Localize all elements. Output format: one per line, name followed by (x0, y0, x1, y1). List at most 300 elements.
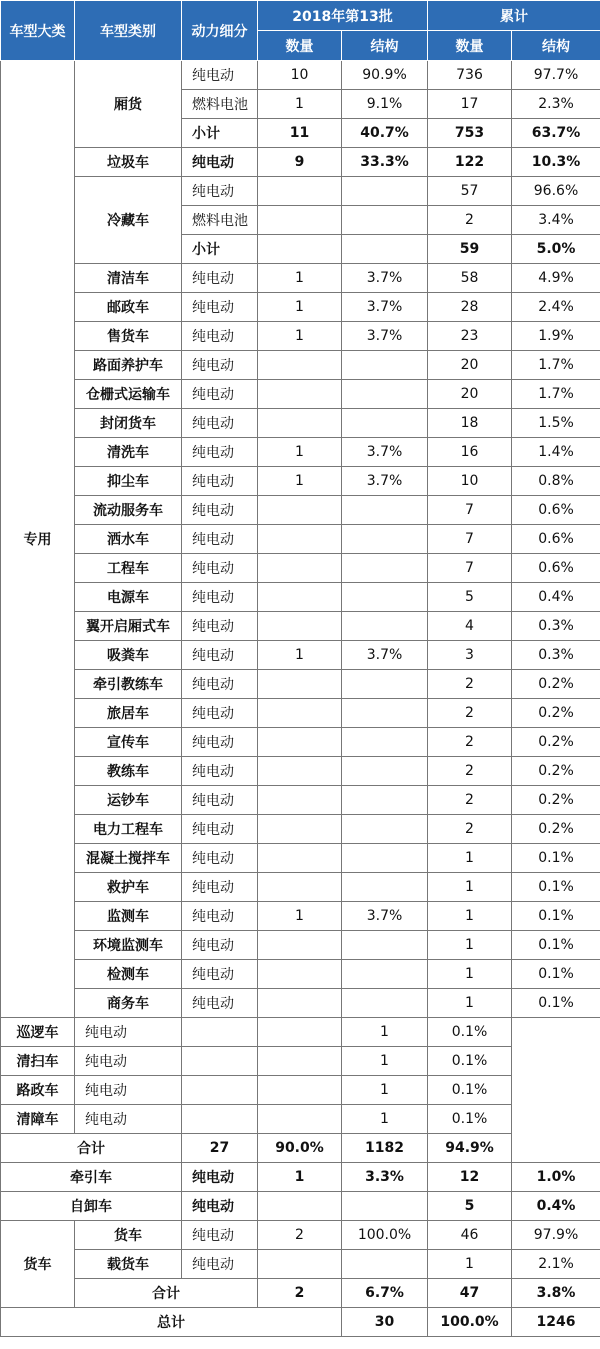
batch-qty-cell (258, 554, 342, 583)
power-type-cell: 纯电动 (182, 757, 258, 786)
batch-qty-cell (258, 786, 342, 815)
cum-structure-cell: 0.4% (512, 583, 600, 612)
vehicle-type-cell: 洒水车 (75, 525, 182, 554)
table-row (1, 1018, 600, 1047)
vehicle-type-cell: 电源车 (75, 583, 182, 612)
table-row (1, 1076, 600, 1105)
vehicle-type-cell: 环境监测车 (75, 931, 182, 960)
vehicle-type-cell: 冷藏车 (75, 177, 182, 264)
table-row (1, 1163, 600, 1192)
power-type-cell: 纯电动 (182, 728, 258, 757)
batch-structure-cell (342, 409, 428, 438)
power-type-cell: 纯电动 (182, 380, 258, 409)
cum-structure-cell: 0.1% (512, 931, 600, 960)
batch-qty-cell (258, 235, 342, 264)
category-cell: 总计 (1, 1308, 342, 1337)
vehicle-type-cell: 检测车 (75, 960, 182, 989)
power-type-cell: 纯电动 (182, 1221, 258, 1250)
power-type-cell: 纯电动 (75, 1076, 182, 1105)
batch-structure-cell: 3.7% (342, 467, 428, 496)
cum-structure-cell: 0.6% (512, 525, 600, 554)
batch-qty-cell: 27 (182, 1134, 258, 1163)
power-type-cell: 纯电动 (182, 409, 258, 438)
batch-qty-cell: 9 (258, 148, 342, 177)
batch-qty-cell (258, 815, 342, 844)
cum-qty-cell: 2 (428, 728, 512, 757)
header-batch: 2018年第13批 (258, 1, 428, 31)
batch-structure-cell (258, 1018, 342, 1047)
cum-qty-cell: 1 (428, 960, 512, 989)
batch-qty-cell: 1 (258, 264, 342, 293)
cum-qty-cell: 2 (428, 815, 512, 844)
power-type-cell: 小计 (182, 119, 258, 148)
cum-structure-cell: 0.1% (512, 989, 600, 1018)
cum-structure-cell: 0.6% (512, 554, 600, 583)
power-type-cell: 纯电动 (182, 61, 258, 90)
table-row (1, 989, 600, 1018)
batch-qty-cell (258, 670, 342, 699)
vehicle-type-cell: 流动服务车 (75, 496, 182, 525)
batch-structure-cell: 3.7% (342, 293, 428, 322)
category-cell: 自卸车 (1, 1192, 182, 1221)
table-row (1, 148, 600, 177)
cum-structure-cell: 1.5% (512, 409, 600, 438)
batch-structure-cell (342, 1250, 428, 1279)
cum-qty-cell: 1 (342, 1076, 428, 1105)
batch-structure-cell: 3.7% (342, 641, 428, 670)
vehicle-type-cell: 清洁车 (75, 264, 182, 293)
table-row (1, 409, 600, 438)
vehicle-type-cell: 载货车 (75, 1250, 182, 1279)
cum-structure-cell: 0.8% (512, 467, 600, 496)
cum-qty-cell: 1 (428, 873, 512, 902)
batch-structure-cell: 100.0% (428, 1308, 512, 1337)
cum-structure-cell: 0.1% (512, 902, 600, 931)
table-row (1, 1221, 600, 1250)
cum-qty-cell: 46 (428, 1221, 512, 1250)
vehicle-type-cell: 牵引教练车 (75, 670, 182, 699)
power-type-cell: 纯电动 (182, 351, 258, 380)
cum-qty-cell: 1 (428, 844, 512, 873)
subtotal-label-cell: 合计 (75, 1279, 258, 1308)
cum-qty-cell: 1 (342, 1047, 428, 1076)
batch-structure-cell (342, 757, 428, 786)
batch-qty-cell: 1 (258, 467, 342, 496)
cum-qty-cell: 1 (428, 902, 512, 931)
category-cell: 牵引车 (1, 1163, 182, 1192)
power-type-cell: 纯电动 (75, 1105, 182, 1134)
power-type-cell: 纯电动 (182, 583, 258, 612)
vehicle-type-cell: 路政车 (1, 1076, 75, 1105)
table-row (1, 873, 600, 902)
batch-qty-cell: 30 (342, 1308, 428, 1337)
batch-structure-cell: 3.7% (342, 322, 428, 351)
batch-qty-cell (258, 177, 342, 206)
batch-qty-cell: 10 (258, 61, 342, 90)
category-cell: 货车 (1, 1221, 75, 1308)
vehicle-type-cell: 售货车 (75, 322, 182, 351)
cum-qty-cell: 736 (428, 61, 512, 90)
power-type-cell: 纯电动 (182, 844, 258, 873)
cum-qty-cell: 1 (428, 931, 512, 960)
batch-structure-cell (342, 815, 428, 844)
table-row (1, 467, 600, 496)
cum-structure-cell: 0.1% (428, 1105, 512, 1134)
table-row (1, 844, 600, 873)
batch-qty-cell (258, 409, 342, 438)
batch-qty-cell (258, 583, 342, 612)
table-row (1, 1279, 600, 1308)
cum-qty-cell: 2 (428, 757, 512, 786)
power-type-cell: 纯电动 (182, 815, 258, 844)
power-type-cell: 纯电动 (182, 148, 258, 177)
batch-structure-cell (342, 699, 428, 728)
power-type-cell: 纯电动 (182, 264, 258, 293)
cum-structure-cell: 96.6% (512, 177, 600, 206)
cum-structure-cell: 5.0% (512, 235, 600, 264)
table-row (1, 1250, 600, 1279)
table-row (1, 525, 600, 554)
batch-structure-cell: 3.7% (342, 264, 428, 293)
vehicle-type-cell: 监测车 (75, 902, 182, 931)
vehicle-type-cell: 翼开启厢式车 (75, 612, 182, 641)
power-type-cell: 纯电动 (182, 1163, 258, 1192)
batch-qty-cell: 1 (258, 322, 342, 351)
power-type-cell: 纯电动 (182, 293, 258, 322)
cum-qty-cell: 1 (342, 1105, 428, 1134)
cum-structure-cell: 1.4% (512, 438, 600, 467)
batch-qty-cell: 1 (258, 902, 342, 931)
cum-structure-cell: 2.4% (512, 293, 600, 322)
vehicle-type-cell: 仓栅式运输车 (75, 380, 182, 409)
batch-structure-cell (342, 670, 428, 699)
header-batch-structure: 结构 (342, 31, 428, 61)
cum-qty-cell: 20 (428, 351, 512, 380)
batch-structure-cell: 3.3% (342, 1163, 428, 1192)
cum-structure-cell: 0.4% (512, 1192, 600, 1221)
cum-qty-cell: 57 (428, 177, 512, 206)
table-row (1, 554, 600, 583)
cum-qty-cell: 1 (342, 1018, 428, 1047)
batch-structure-cell (342, 960, 428, 989)
cum-structure-cell: 97.9% (512, 1221, 600, 1250)
cum-structure-cell: 0.3% (512, 612, 600, 641)
cum-structure-cell: 0.1% (512, 960, 600, 989)
cum-qty-cell: 5 (428, 1192, 512, 1221)
vehicle-type-cell: 吸粪车 (75, 641, 182, 670)
table-row (1, 380, 600, 409)
cum-qty-cell: 18 (428, 409, 512, 438)
table-row (1, 1308, 600, 1337)
vehicle-type-cell: 运钞车 (75, 786, 182, 815)
cum-structure-cell: 10.3% (512, 148, 600, 177)
table-row (1, 960, 600, 989)
cum-qty-cell: 2 (428, 670, 512, 699)
batch-qty-cell (258, 1250, 342, 1279)
table-row (1, 815, 600, 844)
power-type-cell: 纯电动 (182, 438, 258, 467)
header-cumulative: 累计 (428, 1, 600, 31)
cum-structure-cell: 0.2% (512, 815, 600, 844)
batch-structure-cell: 33.3% (342, 148, 428, 177)
cum-qty-cell: 7 (428, 496, 512, 525)
batch-structure-cell: 40.7% (342, 119, 428, 148)
power-type-cell: 小计 (182, 235, 258, 264)
batch-qty-cell: 1 (258, 438, 342, 467)
batch-structure-cell (342, 931, 428, 960)
batch-qty-cell (258, 351, 342, 380)
batch-qty-cell: 1 (258, 90, 342, 119)
vehicle-type-cell: 清障车 (1, 1105, 75, 1134)
cum-structure-cell: 3.8% (512, 1279, 600, 1308)
cum-qty-cell: 2 (428, 699, 512, 728)
cum-structure-cell: 0.2% (512, 699, 600, 728)
batch-qty-cell (182, 1076, 258, 1105)
batch-structure-cell: 90.9% (342, 61, 428, 90)
batch-qty-cell (182, 1105, 258, 1134)
power-type-cell: 纯电动 (182, 902, 258, 931)
power-type-cell: 纯电动 (182, 467, 258, 496)
power-type-cell: 纯电动 (182, 960, 258, 989)
batch-qty-cell (258, 1192, 342, 1221)
batch-structure-cell (342, 1192, 428, 1221)
cum-structure-cell: 2.1% (512, 1250, 600, 1279)
cum-structure-cell: 97.7% (512, 61, 600, 90)
cum-qty-cell: 1 (428, 1250, 512, 1279)
cum-qty-cell: 59 (428, 235, 512, 264)
batch-structure-cell (342, 235, 428, 264)
table-body (1, 61, 600, 1337)
batch-qty-cell (258, 844, 342, 873)
cum-structure-cell: 0.1% (428, 1076, 512, 1105)
power-type-cell: 纯电动 (182, 177, 258, 206)
vehicle-type-cell: 宣传车 (75, 728, 182, 757)
cum-structure-cell: 2.3% (512, 90, 600, 119)
batch-qty-cell: 1 (258, 641, 342, 670)
cum-structure-cell: 0.1% (512, 844, 600, 873)
power-type-cell: 纯电动 (182, 554, 258, 583)
batch-structure-cell (258, 1047, 342, 1076)
batch-qty-cell: 2 (258, 1221, 342, 1250)
cum-qty-cell: 10 (428, 467, 512, 496)
power-type-cell: 燃料电池 (182, 90, 258, 119)
batch-structure-cell: 100.0% (342, 1221, 428, 1250)
cum-qty-cell: 28 (428, 293, 512, 322)
table-row (1, 612, 600, 641)
power-type-cell: 纯电动 (182, 496, 258, 525)
cum-structure-cell: 3.4% (512, 206, 600, 235)
table-row (1, 1134, 600, 1163)
batch-structure-cell (258, 1076, 342, 1105)
batch-structure-cell (342, 844, 428, 873)
cum-structure-cell: 0.2% (512, 786, 600, 815)
power-type-cell: 纯电动 (182, 322, 258, 351)
table-row (1, 1105, 600, 1134)
power-type-cell: 纯电动 (75, 1018, 182, 1047)
batch-qty-cell (258, 699, 342, 728)
batch-structure-cell (342, 873, 428, 902)
cum-structure-cell: 0.2% (512, 728, 600, 757)
vehicle-type-cell: 清扫车 (1, 1047, 75, 1076)
power-type-cell: 纯电动 (182, 931, 258, 960)
table-row (1, 699, 600, 728)
cum-structure-cell: 0.2% (512, 670, 600, 699)
cum-qty-cell: 23 (428, 322, 512, 351)
cum-qty-cell: 7 (428, 525, 512, 554)
batch-qty-cell (258, 960, 342, 989)
subtotal-label-cell: 合计 (1, 1134, 182, 1163)
vehicle-type-cell: 商务车 (75, 989, 182, 1018)
cum-structure-cell: 4.9% (512, 264, 600, 293)
batch-qty-cell: 1 (258, 293, 342, 322)
batch-qty-cell (258, 873, 342, 902)
category-cell: 专用 (1, 61, 75, 1018)
batch-structure-cell: 90.0% (258, 1134, 342, 1163)
vehicle-type-cell: 教练车 (75, 757, 182, 786)
power-type-cell: 纯电动 (182, 786, 258, 815)
cum-qty-cell: 122 (428, 148, 512, 177)
table-row (1, 177, 600, 206)
cum-qty-cell: 16 (428, 438, 512, 467)
batch-structure-cell (342, 380, 428, 409)
cum-qty-cell: 20 (428, 380, 512, 409)
power-type-cell: 纯电动 (182, 641, 258, 670)
power-type-cell: 纯电动 (182, 1250, 258, 1279)
batch-qty-cell (258, 612, 342, 641)
header-batch-qty: 数量 (258, 31, 342, 61)
vehicle-type-cell: 旅居车 (75, 699, 182, 728)
batch-qty-cell: 1 (258, 1163, 342, 1192)
batch-structure-cell: 3.7% (342, 438, 428, 467)
cum-qty-cell: 2 (428, 206, 512, 235)
table-row (1, 264, 600, 293)
cum-structure-cell: 0.1% (428, 1018, 512, 1047)
cum-structure-cell: 1.9% (512, 322, 600, 351)
vehicle-type-cell: 工程车 (75, 554, 182, 583)
batch-qty-cell (182, 1047, 258, 1076)
table-row (1, 728, 600, 757)
batch-structure-cell (342, 525, 428, 554)
batch-structure-cell (342, 989, 428, 1018)
vehicle-type-cell: 封闭货车 (75, 409, 182, 438)
header-category: 车型大类 (1, 1, 75, 61)
power-type-cell: 纯电动 (182, 612, 258, 641)
table-row (1, 757, 600, 786)
table-row (1, 351, 600, 380)
cum-structure-cell: 1.7% (512, 380, 600, 409)
table-header (1, 1, 600, 61)
batch-qty-cell: 2 (258, 1279, 342, 1308)
power-type-cell: 纯电动 (182, 989, 258, 1018)
table-row (1, 61, 600, 90)
batch-qty-cell: 11 (258, 119, 342, 148)
cum-qty-cell: 17 (428, 90, 512, 119)
cum-qty-cell: 4 (428, 612, 512, 641)
vehicle-type-cell: 路面养护车 (75, 351, 182, 380)
header-vehicle-type: 车型类别 (75, 1, 182, 61)
cum-structure-cell: 0.6% (512, 496, 600, 525)
header-cum-qty: 数量 (428, 31, 512, 61)
header-cum-structure: 结构 (512, 31, 600, 61)
cum-qty-cell: 1246 (512, 1308, 600, 1337)
cum-structure-cell: 0.1% (428, 1047, 512, 1076)
cum-qty-cell: 1182 (342, 1134, 428, 1163)
batch-structure-cell (342, 177, 428, 206)
batch-qty-cell (258, 206, 342, 235)
power-type-cell: 纯电动 (182, 525, 258, 554)
cum-structure-cell: 1.7% (512, 351, 600, 380)
batch-structure-cell (342, 786, 428, 815)
cum-qty-cell: 5 (428, 583, 512, 612)
vehicle-type-cell: 垃圾车 (75, 148, 182, 177)
batch-qty-cell (258, 496, 342, 525)
batch-structure-cell (342, 728, 428, 757)
batch-qty-cell (258, 728, 342, 757)
vehicle-type-cell: 混凝土搅拌车 (75, 844, 182, 873)
cum-structure-cell: 0.2% (512, 757, 600, 786)
power-type-cell: 燃料电池 (182, 206, 258, 235)
header-power-type: 动力细分 (182, 1, 258, 61)
power-type-cell: 纯电动 (182, 873, 258, 902)
batch-qty-cell (258, 989, 342, 1018)
vehicle-type-cell: 清洗车 (75, 438, 182, 467)
table-row (1, 670, 600, 699)
table-row (1, 496, 600, 525)
table-row (1, 641, 600, 670)
table-row (1, 931, 600, 960)
vehicle-type-cell: 巡逻车 (1, 1018, 75, 1047)
batch-structure-cell (258, 1105, 342, 1134)
batch-structure-cell (342, 583, 428, 612)
batch-qty-cell (182, 1018, 258, 1047)
cum-qty-cell: 753 (428, 119, 512, 148)
batch-qty-cell (258, 380, 342, 409)
table-row (1, 293, 600, 322)
batch-structure-cell: 3.7% (342, 902, 428, 931)
batch-structure-cell: 6.7% (342, 1279, 428, 1308)
table-row (1, 902, 600, 931)
table-row (1, 322, 600, 351)
table-row (1, 1047, 600, 1076)
cum-structure-cell: 0.3% (512, 641, 600, 670)
batch-structure-cell (342, 612, 428, 641)
batch-qty-cell (258, 931, 342, 960)
cum-structure-cell: 63.7% (512, 119, 600, 148)
batch-structure-cell (342, 496, 428, 525)
vehicle-type-cell: 厢货 (75, 61, 182, 148)
batch-structure-cell (342, 351, 428, 380)
vehicle-type-cell: 电力工程车 (75, 815, 182, 844)
vehicle-type-cell: 货车 (75, 1221, 182, 1250)
table-row (1, 438, 600, 467)
cum-structure-cell: 0.1% (512, 873, 600, 902)
cum-qty-cell: 2 (428, 786, 512, 815)
cum-qty-cell: 1 (428, 989, 512, 1018)
vehicle-type-cell: 救护车 (75, 873, 182, 902)
batch-structure-cell (342, 554, 428, 583)
power-type-cell: 纯电动 (182, 670, 258, 699)
cum-qty-cell: 7 (428, 554, 512, 583)
cum-qty-cell: 58 (428, 264, 512, 293)
batch-structure-cell: 9.1% (342, 90, 428, 119)
cum-structure-cell: 1.0% (512, 1163, 600, 1192)
cum-qty-cell: 3 (428, 641, 512, 670)
batch-qty-cell (258, 757, 342, 786)
power-type-cell: 纯电动 (75, 1047, 182, 1076)
batch-qty-cell (258, 525, 342, 554)
power-type-cell: 纯电动 (182, 1192, 258, 1221)
table-row (1, 786, 600, 815)
